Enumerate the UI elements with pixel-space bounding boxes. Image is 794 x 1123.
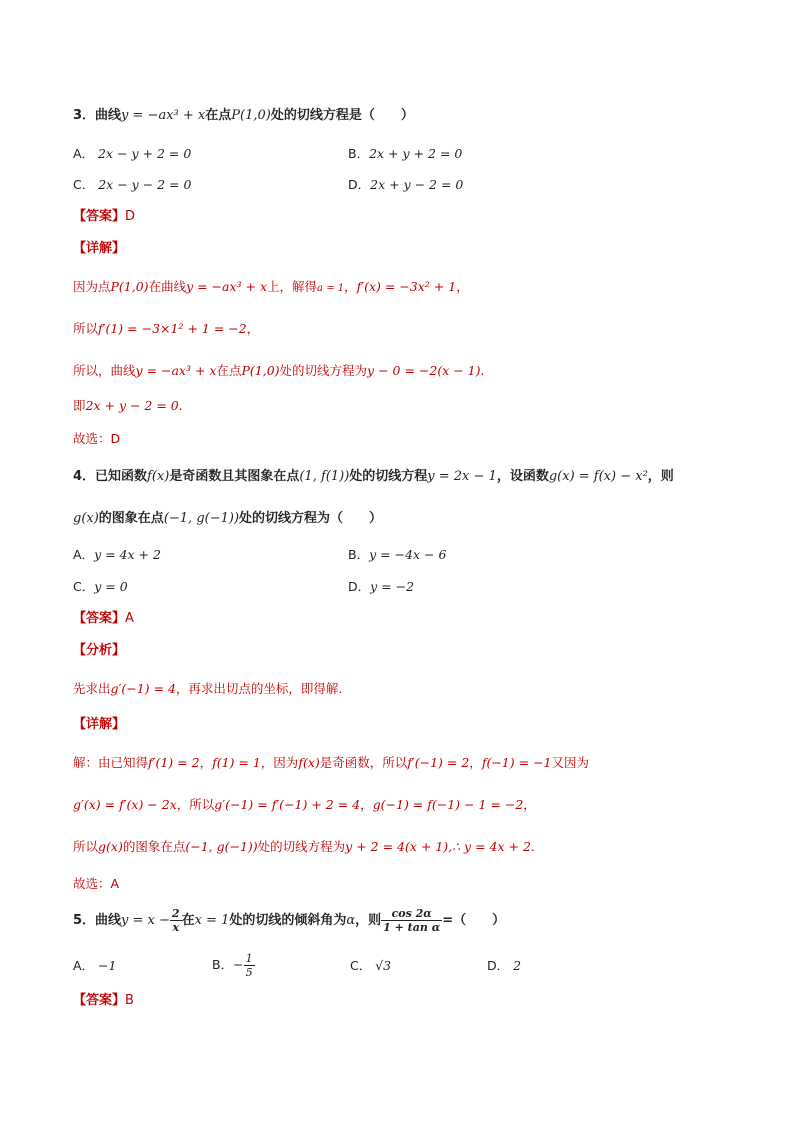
q4-stem-line-2: g(x)的图象在点(−1, g(−1))处的切线方程为（ ） (73, 511, 383, 526)
q4-option-c: C．y = 0 (73, 579, 128, 594)
q4-stem-line-1: 4．已知函数f(x)是奇函数且其图象在点(1, f(1))处的切线方程y = 2x − 1，设函数g(x) = f(x) − x²，则 (73, 469, 674, 484)
q4-analysis-tag: 【分析】 (73, 643, 126, 658)
q4-solution-line-1: 解：由已知得f′(1) = 2，f(1) = 1，因为f(x)是奇函数，所以f′(−1) = 2，f(−1) = −1又因为 (73, 755, 589, 770)
q5-option-d: D． 2 (487, 958, 522, 973)
q4-solution-line-4: 故选：A (73, 876, 120, 891)
q4-analysis-text: 先求出g′(−1) = 4，再求出切点的坐标，即得解. (73, 681, 343, 696)
q3-solution-line-5: 故选：D (73, 431, 121, 446)
q5-answer: 【答案】B (73, 993, 134, 1008)
q3-answer: 【答案】D (73, 209, 136, 224)
q5-fraction-cos-over-tan: $\frac{\cos 2\alpha}{\text{1 + tan α}}$ (383, 907, 441, 934)
q4-solution-line-2: g′(x) = f′(x) − 2x，所以g′(−1) = f′(−1) + 2 = 4，g(−1) = f(−1) − 1 = −2， (73, 797, 536, 812)
q5-option-b-fraction: $\frac{1}{5}$ (245, 952, 253, 979)
q3-solution-line-1: 因为点P(1,0)在曲线y = −ax³ + x上，解得a = 1，f′(x) = −3x² + 1， (73, 279, 469, 294)
q4-option-a: A．y = 4x + 2 (73, 547, 161, 562)
q3-detail-tag: 【详解】 (73, 241, 126, 256)
q4-detail-tag: 【详解】 (73, 717, 126, 732)
q4-answer: 【答案】A (73, 611, 134, 626)
q5-fraction-2-over-x: $\frac{2}{x}$ (171, 907, 180, 934)
q5-option-c: C． √3 (350, 958, 392, 973)
q3-solution-line-3: 所以，曲线y = −ax³ + x在点P(1,0)处的切线方程为y − 0 = −2(x − 1). (73, 363, 485, 378)
q5-stem: 5．曲线y = x − $\frac{2}{x}$ 在x = 1处的切线的倾斜角为α，则 $\frac{\cos 2\alpha}{\text{1 + tan α}}$ =（ ） (73, 907, 506, 934)
q4-solution-line-3: 所以g(x)的图象在点(−1, g(−1))处的切线方程为y + 2 = 4(x + 1),∴ y = 4x + 2. (73, 839, 535, 854)
q3-option-d: D．2x + y − 2 = 0 (348, 177, 464, 192)
q3-option-b: B．2x + y + 2 = 0 (348, 146, 463, 161)
q3-stem: 3．曲线y = −ax³ + x在点P(1,0)处的切线方程是（ ） (73, 108, 414, 123)
q3-solution-line-2: 所以f′(1) = −3×1² + 1 = −2， (73, 321, 260, 336)
q5-option-a: A． −1 (73, 958, 117, 973)
q5-option-b: B．− $\frac{1}{5}$ (212, 952, 253, 979)
q4-option-d: D．y = −2 (348, 579, 415, 594)
q3-option-c: C． 2x − y − 2 = 0 (73, 177, 192, 192)
q4-option-b: B．y = −4x − 6 (348, 547, 447, 562)
q3-solution-line-4: 即2x + y − 2 = 0. (73, 398, 183, 413)
q3-option-a: A． 2x − y + 2 = 0 (73, 146, 192, 161)
